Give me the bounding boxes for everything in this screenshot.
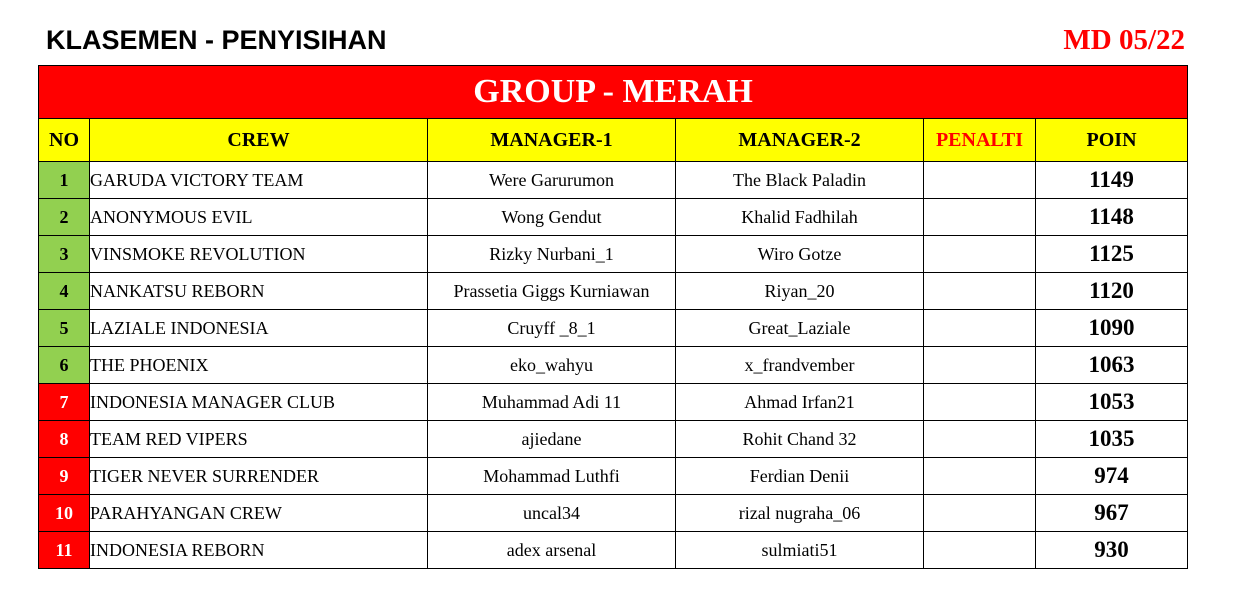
crew-cell: INDONESIA MANAGER CLUB — [90, 384, 428, 421]
matchday-label: MD 05/22 — [1063, 24, 1185, 56]
rank-cell: 11 — [39, 532, 90, 569]
rank-cell: 3 — [39, 236, 90, 273]
manager-2-cell: Great_Laziale — [676, 310, 924, 347]
manager-2-cell: Wiro Gotze — [676, 236, 924, 273]
penalti-cell — [924, 421, 1036, 458]
manager-1-cell: Prassetia Giggs Kurniawan — [428, 273, 676, 310]
manager-2-cell: Rohit Chand 32 — [676, 421, 924, 458]
manager-1-cell: adex arsenal — [428, 532, 676, 569]
crew-cell: THE PHOENIX — [90, 347, 428, 384]
penalti-cell — [924, 495, 1036, 532]
poin-cell: 1120 — [1036, 273, 1188, 310]
penalti-cell — [924, 347, 1036, 384]
crew-cell: NANKATSU REBORN — [90, 273, 428, 310]
manager-1-cell: ajiedane — [428, 421, 676, 458]
column-header-no: NO — [39, 119, 90, 162]
table-row — [39, 273, 1188, 310]
table-row — [39, 199, 1188, 236]
table-row — [39, 310, 1188, 347]
manager-2-cell: rizal nugraha_06 — [676, 495, 924, 532]
standings-body — [39, 162, 1188, 569]
column-header-poin: POIN — [1036, 119, 1188, 162]
manager-2-cell: x_frandvember — [676, 347, 924, 384]
penalti-cell — [924, 199, 1036, 236]
penalti-cell — [924, 162, 1036, 199]
poin-cell: 1148 — [1036, 199, 1188, 236]
column-header-manager-1: MANAGER-1 — [428, 119, 676, 162]
rank-cell: 7 — [39, 384, 90, 421]
rank-cell: 10 — [39, 495, 90, 532]
crew-cell: INDONESIA REBORN — [90, 532, 428, 569]
manager-1-cell: uncal34 — [428, 495, 676, 532]
penalti-cell — [924, 532, 1036, 569]
rank-cell: 9 — [39, 458, 90, 495]
rank-cell: 4 — [39, 273, 90, 310]
column-header-manager-2: MANAGER-2 — [676, 119, 924, 162]
crew-cell: VINSMOKE REVOLUTION — [90, 236, 428, 273]
crew-cell: TIGER NEVER SURRENDER — [90, 458, 428, 495]
poin-cell: 1125 — [1036, 236, 1188, 273]
crew-cell: GARUDA VICTORY TEAM — [90, 162, 428, 199]
penalti-cell — [924, 310, 1036, 347]
poin-cell: 1063 — [1036, 347, 1188, 384]
manager-1-cell: Cruyff _8_1 — [428, 310, 676, 347]
manager-1-cell: Wong Gendut — [428, 199, 676, 236]
crew-cell: ANONYMOUS EVIL — [90, 199, 428, 236]
manager-2-cell: Ahmad Irfan21 — [676, 384, 924, 421]
poin-cell: 1035 — [1036, 421, 1188, 458]
manager-2-cell: Ferdian Denii — [676, 458, 924, 495]
table-row — [39, 384, 1188, 421]
penalti-cell — [924, 384, 1036, 421]
manager-1-cell: Were Garurumon — [428, 162, 676, 199]
manager-1-cell: Muhammad Adi 11 — [428, 384, 676, 421]
table-row — [39, 458, 1188, 495]
table-row — [39, 532, 1188, 569]
table-row — [39, 495, 1188, 532]
penalti-cell — [924, 273, 1036, 310]
manager-1-cell: eko_wahyu — [428, 347, 676, 384]
standings-table — [38, 65, 1188, 569]
table-row — [39, 162, 1188, 199]
table-row — [39, 236, 1188, 273]
table-row — [39, 347, 1188, 384]
manager-1-cell: Rizky Nurbani_1 — [428, 236, 676, 273]
rank-cell: 6 — [39, 347, 90, 384]
penalti-cell — [924, 458, 1036, 495]
poin-cell: 974 — [1036, 458, 1188, 495]
manager-2-cell: Riyan_20 — [676, 273, 924, 310]
table-header-row — [39, 119, 1188, 162]
rank-cell: 5 — [39, 310, 90, 347]
column-header-crew: CREW — [90, 119, 428, 162]
poin-cell: 1149 — [1036, 162, 1188, 199]
poin-cell: 1090 — [1036, 310, 1188, 347]
crew-cell: LAZIALE INDONESIA — [90, 310, 428, 347]
crew-cell: TEAM RED VIPERS — [90, 421, 428, 458]
page-title: KLASEMEN - PENYISIHAN — [46, 25, 387, 55]
column-header-penalti: PENALTI — [924, 119, 1036, 162]
group-title: GROUP - MERAH — [39, 66, 1188, 119]
rank-cell: 1 — [39, 162, 90, 199]
table-row — [39, 421, 1188, 458]
rank-cell: 8 — [39, 421, 90, 458]
manager-2-cell: The Black Paladin — [676, 162, 924, 199]
poin-cell: 930 — [1036, 532, 1188, 569]
manager-2-cell: sulmiati51 — [676, 532, 924, 569]
crew-cell: PARAHYANGAN CREW — [90, 495, 428, 532]
penalti-cell — [924, 236, 1036, 273]
manager-1-cell: Mohammad Luthfi — [428, 458, 676, 495]
poin-cell: 1053 — [1036, 384, 1188, 421]
rank-cell: 2 — [39, 199, 90, 236]
poin-cell: 967 — [1036, 495, 1188, 532]
manager-2-cell: Khalid Fadhilah — [676, 199, 924, 236]
